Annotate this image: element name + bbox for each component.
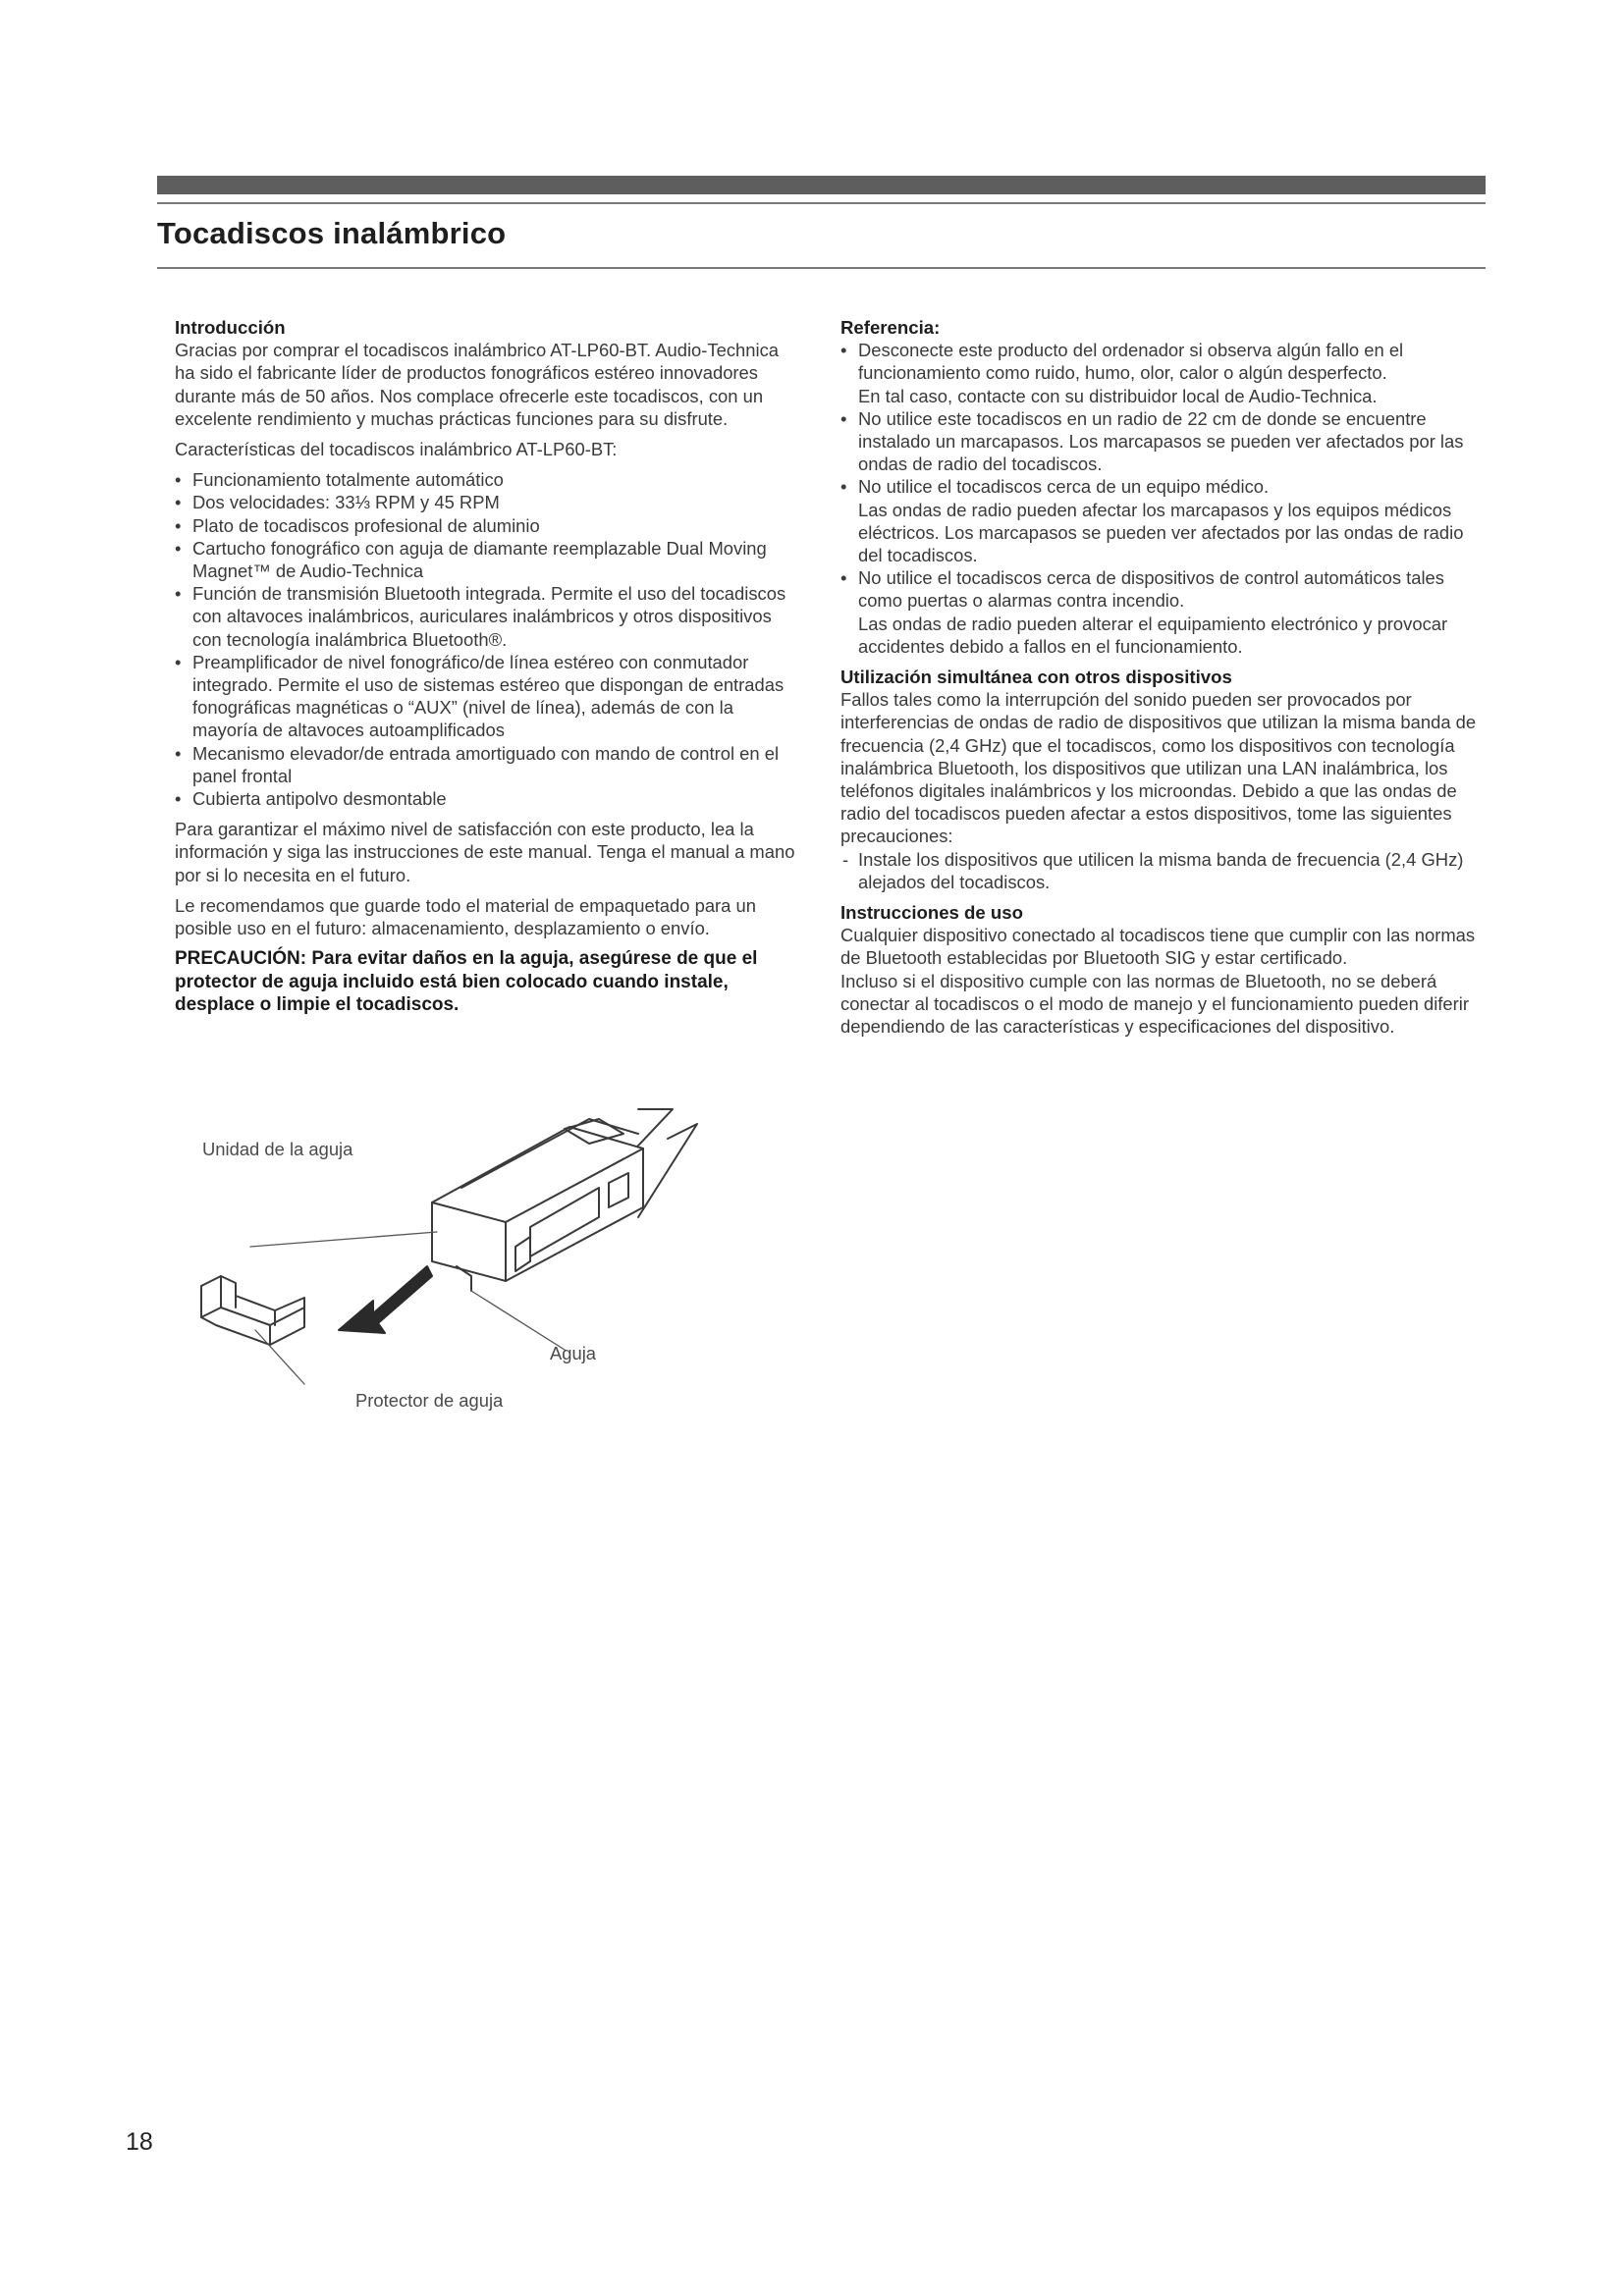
simultaneous-use-list xyxy=(840,848,1489,893)
intro-heading: Introducción xyxy=(175,317,286,338)
reference-item-text: No utilice el tocadiscos cerca de un equipo médico. xyxy=(858,476,1270,498)
reference-item xyxy=(840,407,1489,476)
features-list xyxy=(175,468,803,810)
intro-paragraph: Gracias por comprar el tocadiscos inalámbrico AT-LP60-BT. Audio-Technica ha sido el fabricante líder de productos fonográficos estéreo innovadores durante más de 50 años. Nos complace ofrecerle este tocadiscos, con un excelente rendimiento y muchas prácticas funciones para su disfrute. xyxy=(175,340,779,429)
caution-note: PRECAUCIÓN: Para evitar daños en la aguja, asegúrese de que el protector de aguja incluido está bien colocado cuando instale, desplace o limpie el tocadiscos. xyxy=(175,948,758,1016)
stylus-guard-label: Protector de aguja xyxy=(355,1390,504,1411)
usage-heading: Instrucciones de uso xyxy=(840,902,1023,924)
reference-item-text: No utilice este tocadiscos en un radio de 22 cm de donde se encuentre instalado un marcapasos. Los marcapasos se pueden ver afectados por las ondas de radio del tocadiscos. xyxy=(858,407,1464,475)
simultaneous-use-heading: Utilización simultánea con otros dispositivos xyxy=(840,667,1232,688)
feature-item: • Cartucho fonográfico con aguja de diamante reemplazable Dual Moving Magnet™ de Audio-Technica xyxy=(175,537,803,582)
stylus-guard-figure xyxy=(177,1090,727,1433)
reference-list xyxy=(840,339,1489,658)
reference-item-text: No utilice el tocadiscos cerca de dispositivos de control automáticos tales como puertas o alarmas contra incendio. xyxy=(858,567,1444,612)
stylus-label: Aguja xyxy=(550,1343,597,1363)
title-rule xyxy=(157,267,1486,269)
reference-item-text: Desconecte este producto del ordenador si observa algún fallo en el funcionamiento como ruido, humo, olor, calor o algún desperfecto. xyxy=(858,340,1404,384)
left-column xyxy=(175,316,803,1025)
feature-item: • Mecanismo elevador/de entrada amortiguado con mando de control en el panel frontal xyxy=(175,742,803,787)
feature-item: • Plato de tocadiscos profesional de aluminio xyxy=(175,514,803,537)
usage-paragraph-1: Cualquier dispositivo conectado al tocadiscos tiene que cumplir con las normas de Bluetooth establecidas por Bluetooth SIG y estar certificado. xyxy=(840,925,1476,969)
usage-paragraph-2: Incluso si el dispositivo cumple con las normas de Bluetooth, no se deberá conectar al tocadiscos o el modo de manejo y el funcionamiento pueden diferir dependiendo de las características y especificaciones del dispositivo. xyxy=(840,970,1469,1038)
simultaneous-use-item: - Instale los dispositivos que utilicen la misma banda de frecuencia (2,4 GHz) alejados del tocadiscos. xyxy=(840,848,1489,893)
reference-item-note: En tal caso, contacte con su distribuidor local de Audio-Technica. xyxy=(858,385,1378,406)
header-rule xyxy=(157,202,1486,204)
feature-item: • Preamplificador de nivel fonográfico/de línea estéreo con conmutador integrado. Permite el uso de sistemas estéreo que dispongan de entradas fonográficas magnéticas o “AUX” (nivel de línea), además de con la mayoría de altavoces autoamplificados xyxy=(175,651,803,742)
feature-item: • Cubierta antipolvo desmontable xyxy=(175,787,803,810)
feature-item: • Dos velocidades: 33⅓ RPM y 45 RPM xyxy=(175,491,803,513)
reference-item xyxy=(840,339,1489,407)
right-column xyxy=(840,316,1489,1045)
reference-item xyxy=(840,566,1489,658)
reference-item xyxy=(840,475,1489,566)
reference-item-note: Las ondas de radio pueden afectar los marcapasos y los equipos médicos eléctricos. Los marcapasos se pueden ver afectados por las ondas de radio del tocadiscos. xyxy=(858,499,1464,566)
satisfaction-paragraph: Para garantizar el máximo nivel de satisfacción con este producto, lea la información y siga las instrucciones de este manual. Tenga el manual a mano por si lo necesita en el futuro. xyxy=(175,819,795,885)
stylus-unit-label: Unidad de la aguja xyxy=(202,1139,353,1159)
page-number: 18 xyxy=(126,2128,153,2156)
feature-item: • Función de transmisión Bluetooth integrada. Permite el uso del tocadiscos con altavoces inalámbricos, auriculares inalámbricos y otros dispositivos con tecnología inalámbrica Bluetooth®. xyxy=(175,582,803,651)
features-intro: Características del tocadiscos inalámbrico AT-LP60-BT: xyxy=(175,439,618,460)
feature-item: • Funcionamiento totalmente automático xyxy=(175,468,803,491)
packaging-paragraph: Le recomendamos que guarde todo el material de empaquetado para un posible uso en el futuro: almacenamiento, desplazamiento o envío. xyxy=(175,894,756,939)
page-title: Tocadiscos inalámbrico xyxy=(157,216,507,250)
simultaneous-use-paragraph: Fallos tales como la interrupción del sonido pueden ser provocados por interferencias de ondas de radio de dispositivos que utilizan la misma banda de frecuencia (2,4 GHz) que el tocadiscos, como los dispositivos con tecnología inalámbrica Bluetooth, los dispositivos que utilizan una LAN inalámbrica, los teléfonos digitales inalámbricos y los microondas. Debido a que las ondas de radio del tocadiscos pueden afectar a estos dispositivos, tome las siguientes precauciones: xyxy=(840,689,1477,847)
reference-item-note: Las ondas de radio pueden alterar el equipamiento electrónico y provocar accidentes debido a fallos en el funcionamiento. xyxy=(858,613,1448,657)
reference-heading: Referencia: xyxy=(840,317,941,338)
header-bar xyxy=(157,176,1486,194)
